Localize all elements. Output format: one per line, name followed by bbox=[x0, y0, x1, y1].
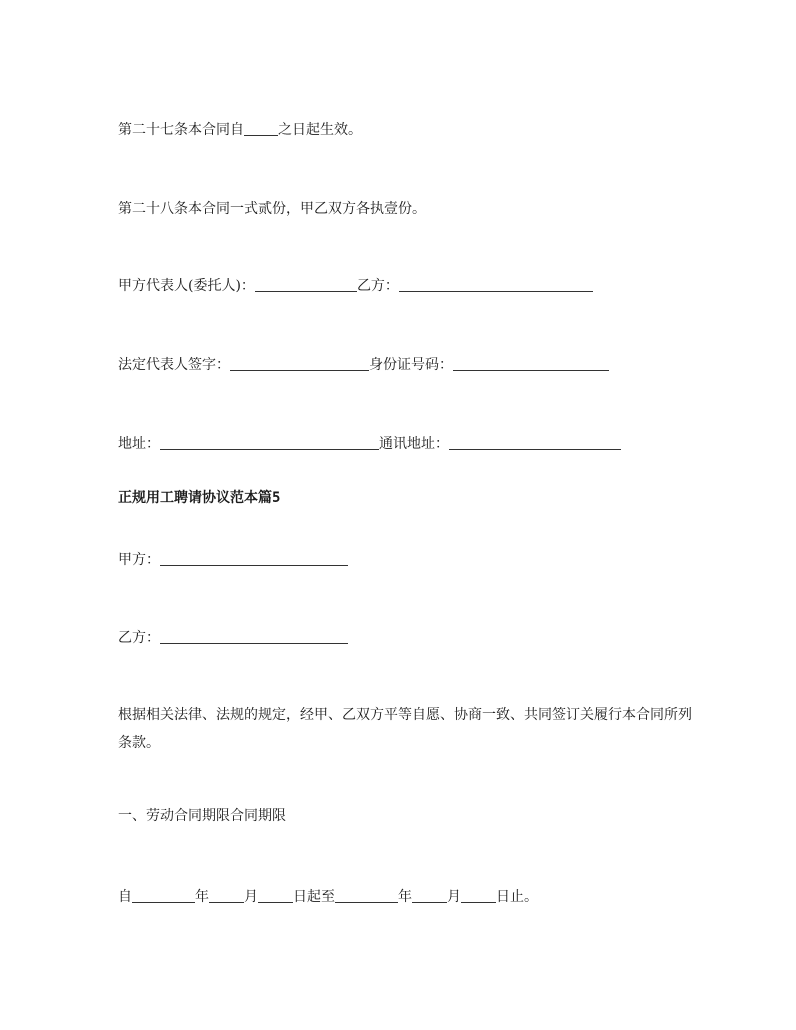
party-a-row bbox=[118, 552, 348, 567]
signature-row-3 bbox=[118, 436, 621, 451]
party-b-row bbox=[118, 630, 348, 645]
term-year-1: 年 bbox=[195, 889, 209, 905]
legal-representative-label: 法定代表人签字： bbox=[118, 357, 230, 373]
term-year-2: 年 bbox=[398, 889, 412, 905]
party-b-label: 乙方： bbox=[118, 630, 160, 646]
term-month-2: 月 bbox=[447, 889, 461, 905]
intro-paragraph: 根据相关法律、法规的规定，经甲、乙双方平等自愿、协商一致、共同签订关履行本合同所列条款。 bbox=[118, 707, 692, 751]
signature-row-1 bbox=[118, 278, 593, 293]
start-month-blank bbox=[209, 889, 244, 903]
section-heading: 正规用工聘请协议范本篇5 bbox=[118, 490, 281, 506]
end-year-blank bbox=[335, 889, 398, 903]
id-number-label: 身份证号码： bbox=[369, 357, 453, 373]
term-from: 自 bbox=[118, 889, 132, 905]
start-year-blank bbox=[132, 889, 195, 903]
effective-date-blank bbox=[244, 122, 278, 136]
address-blank bbox=[160, 436, 379, 450]
article-27-text-after: 之日起生效。 bbox=[278, 122, 362, 138]
end-day-blank bbox=[461, 889, 496, 903]
party-b-sign-blank bbox=[399, 278, 593, 292]
party-b-sign-label: 乙方： bbox=[356, 278, 399, 294]
id-number-blank bbox=[453, 357, 609, 371]
end-month-blank bbox=[412, 889, 447, 903]
clause-1-title: 一、劳动合同期限合同期限 bbox=[118, 808, 286, 824]
legal-representative-blank bbox=[230, 357, 369, 371]
party-b-blank bbox=[160, 630, 348, 644]
term-day-end: 日止。 bbox=[496, 889, 538, 905]
address-label: 地址： bbox=[118, 436, 160, 452]
article-28: 第二十八条本合同一式贰份，甲乙双方各执壹份。 bbox=[118, 201, 426, 217]
party-a-blank bbox=[160, 552, 348, 566]
contact-address-label: 通讯地址： bbox=[379, 436, 449, 452]
party-a-label: 甲方： bbox=[118, 552, 160, 568]
party-a-representative-blank bbox=[255, 278, 357, 292]
contract-term-row bbox=[118, 889, 538, 904]
contact-address-blank bbox=[449, 436, 621, 450]
term-month-1: 月 bbox=[244, 889, 258, 905]
signature-row-2 bbox=[118, 357, 609, 372]
article-27 bbox=[118, 122, 362, 137]
term-day-start: 日起至 bbox=[293, 889, 335, 905]
start-day-blank bbox=[258, 889, 293, 903]
article-27-text-before: 第二十七条本合同自 bbox=[118, 122, 244, 138]
party-a-representative-label: 甲方代表人(委托人)： bbox=[118, 278, 255, 294]
